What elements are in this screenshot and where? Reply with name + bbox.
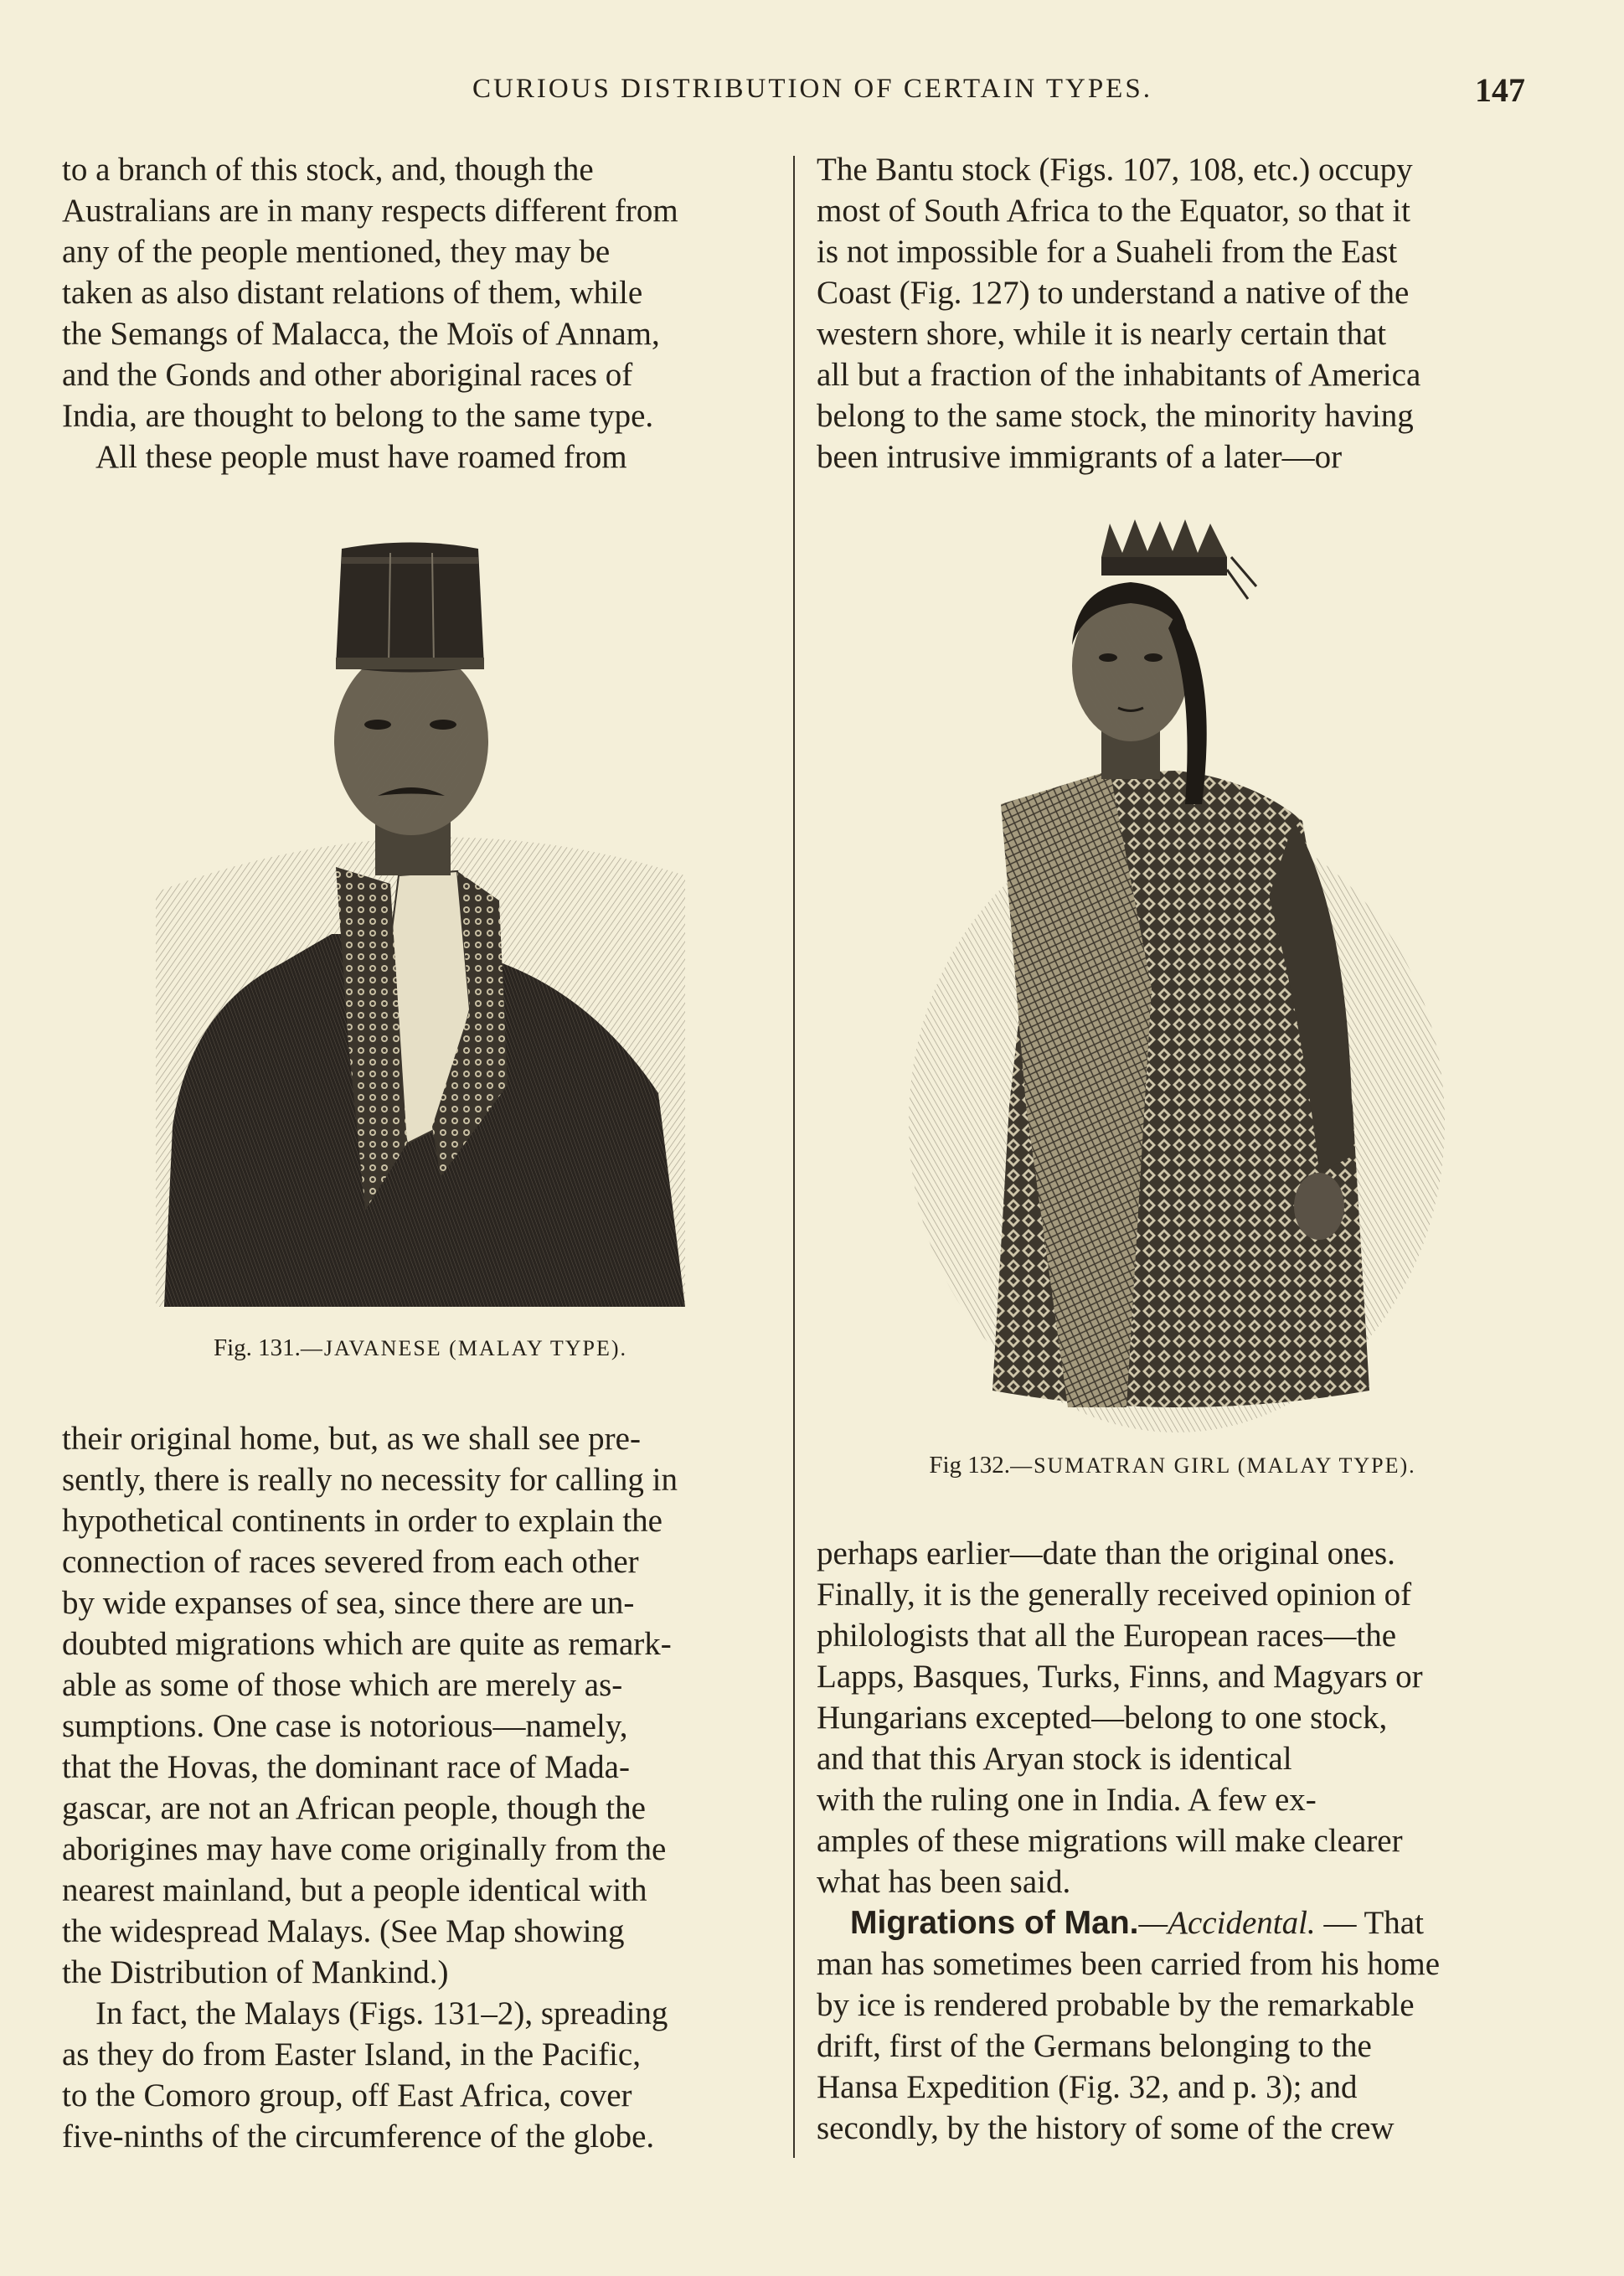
- text-line: secondly, by the history of some of the crew: [817, 2110, 1395, 2146]
- text-line: Hungarians excepted—belong to one stock,: [817, 1700, 1388, 1736]
- text-line: and the Gonds and other aboriginal races of: [62, 357, 633, 393]
- text-line: with the ruling one in India. A few ex-: [817, 1782, 1317, 1818]
- paragraph: [62, 1418, 774, 1993]
- text-line: what has been said.: [817, 1864, 1071, 1900]
- page-number: 147: [1475, 71, 1525, 109]
- text-line: sently, there is really no necessity for calling in: [62, 1462, 678, 1498]
- text-line: man has sometimes been carried from his home: [817, 1946, 1441, 1982]
- text-line: hypothetical continents in order to explain the: [62, 1503, 662, 1539]
- text-line: doubted migrations which are quite as remark-: [62, 1626, 672, 1662]
- sumatran-engraving: [900, 519, 1445, 1432]
- paragraph: [62, 436, 774, 477]
- text-line: sumptions. One case is notorious—namely,: [62, 1708, 628, 1744]
- paragraph: [817, 1533, 1529, 1902]
- left-column-bottom-text: [62, 1418, 774, 2157]
- text-line: perhaps earlier—date than the original ones.: [817, 1535, 1395, 1572]
- javanese-engraving: [156, 540, 685, 1307]
- text-line: aborigines may have come originally from the: [62, 1831, 667, 1867]
- text-line: the Distribution of Mankind.): [62, 1954, 449, 1990]
- section-heading: Migrations of Man.: [850, 1905, 1139, 1941]
- text-line: and that this Aryan stock is identical: [817, 1741, 1292, 1777]
- figure-131-caption: [97, 1334, 744, 1362]
- column-divider: [793, 156, 795, 2158]
- right-column-top-text: [817, 149, 1529, 477]
- text-line: been intrusive immigrants of a later—or: [817, 439, 1343, 475]
- text-line: as they do from Easter Island, in the Pacific,: [62, 2036, 641, 2072]
- text-line: amples of these migrations will make clearer: [817, 1823, 1403, 1859]
- text-line: Hansa Expedition (Fig. 32, and p. 3); and: [817, 2069, 1358, 2105]
- figure-131: [156, 540, 685, 1361]
- figure-132-caption: [858, 1452, 1487, 1479]
- text-line: gascar, are not an African people, though the: [62, 1790, 646, 1826]
- text-line: Coast (Fig. 127) to understand a native of the: [817, 275, 1410, 311]
- text-line: connection of races severed from each other: [62, 1544, 639, 1580]
- text-line: the Semangs of Malacca, the Moïs of Annam,: [62, 316, 660, 352]
- javanese-portrait-illustration: [156, 540, 685, 1307]
- text-line: is not impossible for a Suaheli from the East: [817, 234, 1398, 270]
- text-line: their original home, but, as we shall see pre-: [62, 1421, 641, 1457]
- text-line: The Bantu stock (Figs. 107, 108, etc.) occupy: [817, 152, 1413, 188]
- text-line: to a branch of this stock, and, though the: [62, 152, 594, 188]
- text-line: by wide expanses of sea, since there are un-: [62, 1585, 635, 1621]
- paragraph: [62, 1993, 774, 2157]
- text-line: philologists that all the European races—the: [817, 1618, 1397, 1654]
- text-line: taken as also distant relations of them, while: [62, 275, 643, 311]
- text-line: India, are thought to belong to the same type.: [62, 398, 654, 434]
- text-line: able as some of those which are merely as-: [62, 1667, 623, 1703]
- text-line: Lapps, Basques, Turks, Finns, and Magyars or: [817, 1659, 1423, 1695]
- text-line: most of South Africa to the Equator, so that it: [817, 193, 1411, 229]
- paragraph: [817, 1902, 1529, 2149]
- text-line: drift, first of the Germans belonging to the: [817, 2028, 1372, 2064]
- text-line: the widespread Malays. (See Map showing: [62, 1913, 625, 1949]
- paragraph: [62, 149, 774, 436]
- sumatran-girl-illustration: [900, 519, 1445, 1432]
- text-line: to the Comoro group, off East Africa, cover: [62, 2077, 632, 2113]
- left-column-top-text: [62, 149, 774, 477]
- text-line: that the Hovas, the dominant race of Mada-: [62, 1749, 630, 1785]
- text-line: all but a fraction of the inhabitants of America: [817, 357, 1421, 393]
- text-line: by ice is rendered probable by the remarkable: [817, 1987, 1415, 2023]
- right-column-bottom-text: [817, 1533, 1529, 2149]
- caption-text: —JAVANESE (MALAY TYPE).: [300, 1336, 627, 1360]
- figure-132: [900, 519, 1445, 1479]
- paragraph: [817, 149, 1529, 477]
- text-line: nearest mainland, but a people identical with: [62, 1872, 647, 1908]
- text-line: any of the people mentioned, they may be: [62, 234, 611, 270]
- text-line: western shore, while it is nearly certain that: [817, 316, 1387, 352]
- caption-text: —SUMATRAN GIRL (MALAY TYPE).: [1010, 1453, 1416, 1478]
- running-title: CURIOUS DISTRIBUTION OF CERTAIN TYPES.: [472, 74, 1152, 104]
- subsection-heading: —Accidental.: [1138, 1905, 1316, 1941]
- text-line: In fact, the Malays (Figs. 131–2), spreading: [95, 1995, 668, 2031]
- figure-number: Fig. 131.: [213, 1334, 301, 1361]
- text-line: All these people must have roamed from: [95, 439, 627, 475]
- text-line: Finally, it is the generally received opinion of: [817, 1577, 1412, 1613]
- text-line: five-ninths of the circumference of the globe.: [62, 2119, 655, 2155]
- text-line: — That: [1323, 1905, 1424, 1941]
- text-line: belong to the same stock, the minority having: [817, 398, 1414, 434]
- text-line: Australians are in many respects different from: [62, 193, 678, 229]
- figure-number: Fig 132.: [929, 1452, 1011, 1479]
